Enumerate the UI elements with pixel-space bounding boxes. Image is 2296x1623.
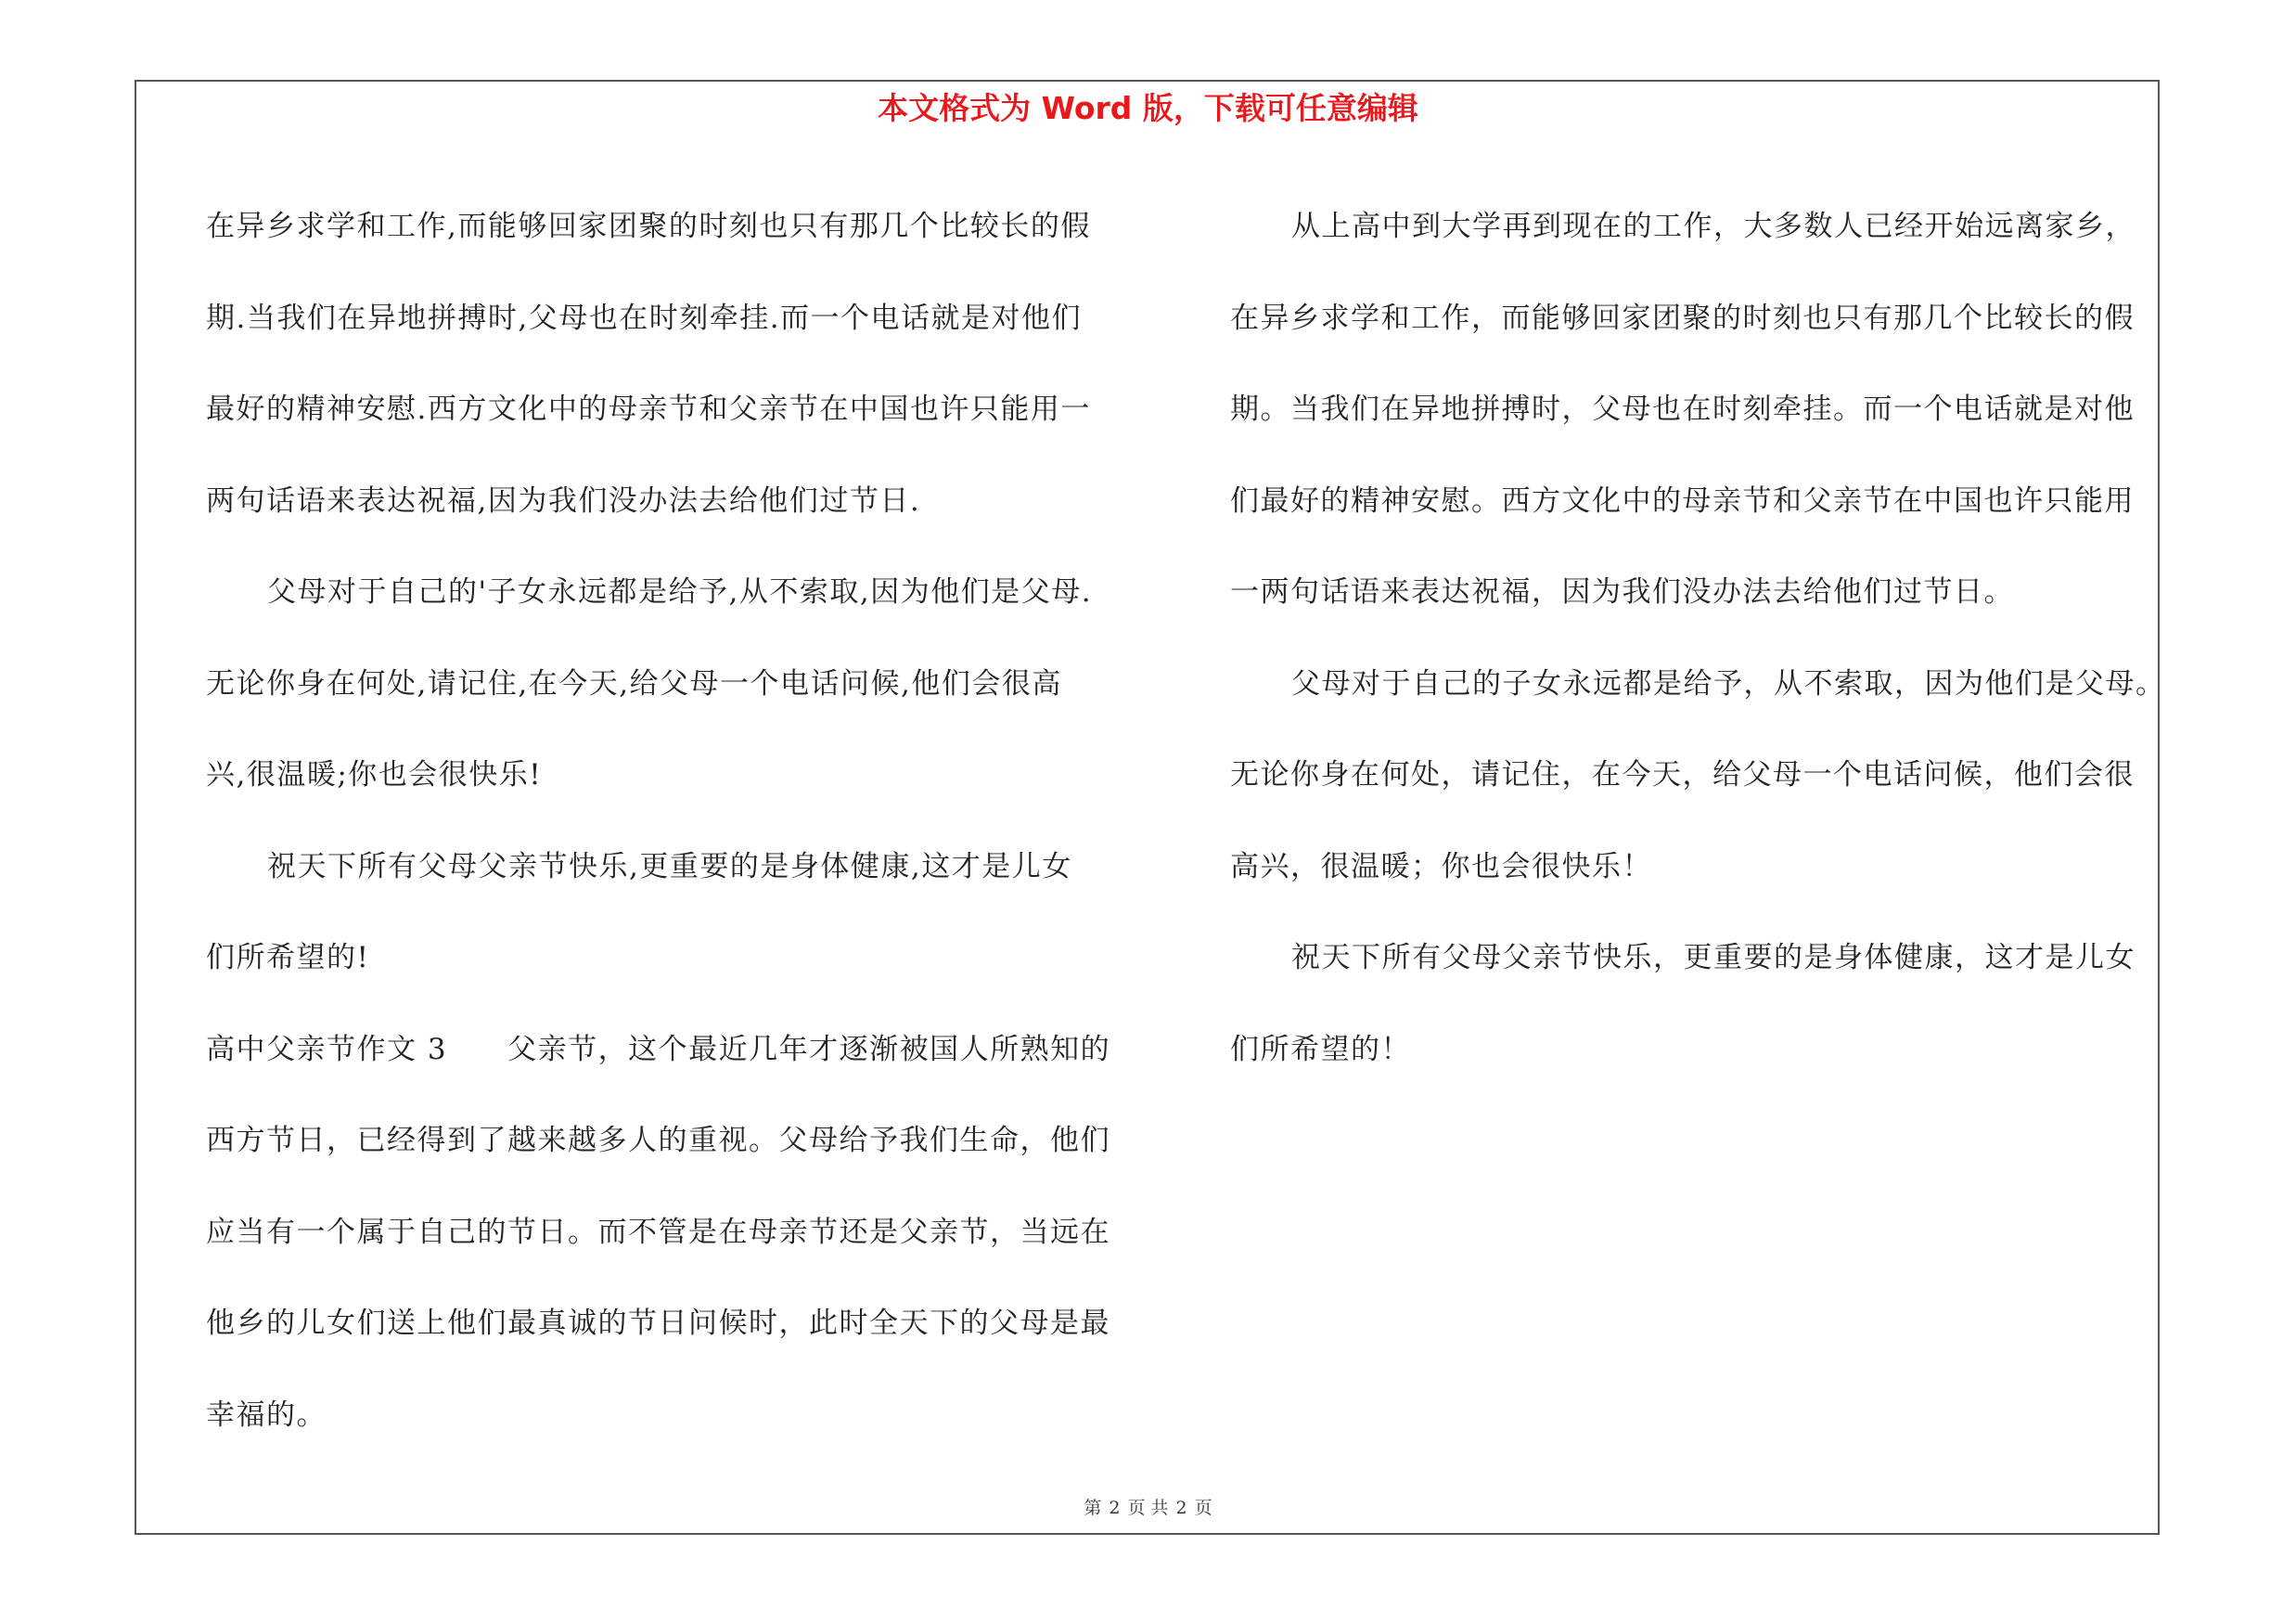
text-line: 他乡的儿女们送上他们最真诚的节日问候时，此时全天下的父母是最 [206,1307,1110,1340]
text-line: 兴,很温暖;你也会很快乐! [206,758,543,792]
footer-prefix: 第 [1084,1498,1102,1518]
text-line: 无论你身在何处，请记住，在今天，给父母一个电话问候，他们会很 [1230,758,2135,792]
text-line: 在异乡求学和工作,而能够回家团聚的时刻也只有那几个比较长的假 [206,210,1091,243]
page-footer [0,1494,2296,1522]
text-line: 们所希望的! [206,941,370,974]
left-column [206,181,1138,1461]
footer-suffix: 页 [1194,1498,1212,1518]
text-line: 高兴，很温暖；你也会很快乐！ [1230,849,1652,883]
text-line: 一两句话语来表达祝福，因为我们没办法去给他们过节日。 [1230,575,2014,609]
text-line: 西方节日，已经得到了越来越多人的重视。父母给予我们生命，他们 [206,1124,1110,1157]
footer-total-pages: 2 [1175,1498,1187,1518]
right-column [1230,181,2167,1095]
text-line: 期。当我们在异地拼搏时，父母也在时刻牵挂。而一个电话就是对他 [1230,393,2135,426]
text-line: 两句话语来表达祝福,因为我们没办法去给他们过节日. [206,483,921,518]
text-line: 期.当我们在异地拼搏时,父母也在时刻牵挂.而一个电话就是对他们 [206,301,1083,335]
text-line: 最好的精神安慰.西方文化中的母亲节和父亲节在中国也许只能用一 [206,393,1091,426]
text-line: 在异乡求学和工作，而能够回家团聚的时刻也只有那几个比较长的假 [1230,301,2135,335]
text-line: 父母对于自己的'子女永远都是给予,从不索取,因为他们是父母. [267,575,1093,609]
text-line: 祝天下所有父母父亲节快乐,更重要的是身体健康,这才是儿女 [267,849,1072,883]
footer-current-page: 2 [1109,1498,1121,1518]
header-banner: 本文格式为 Word 版，下载可任意编辑 [878,90,1418,126]
text-line: 祝天下所有父母父亲节快乐，更重要的是身体健康，这才是儿女 [1291,941,2136,974]
text-line: 从上高中到大学再到现在的工作，大多数人已经开始远离家乡， [1291,210,2136,243]
text-line: 无论你身在何处,请记住,在今天,给父母一个电话问候,他们会很高 [206,666,1062,701]
footer-middle: 页 共 [1127,1498,1169,1518]
text-line: 们最好的精神安慰。西方文化中的母亲节和父亲节在中国也许只能用 [1230,483,2135,518]
text-line: 们所希望的！ [1230,1032,1411,1066]
text-line: 父母对于自己的子女永远都是给予，从不索取，因为他们是父母。 [1291,666,2166,701]
text-line: 幸福的。 [206,1398,327,1432]
text-line: 高中父亲节作文 3 父亲节，这个最近几年才逐渐被国人所熟知的 [206,1032,1111,1066]
text-line: 应当有一个属于自己的节日。而不管是在母亲节还是父亲节，当远在 [206,1215,1110,1249]
